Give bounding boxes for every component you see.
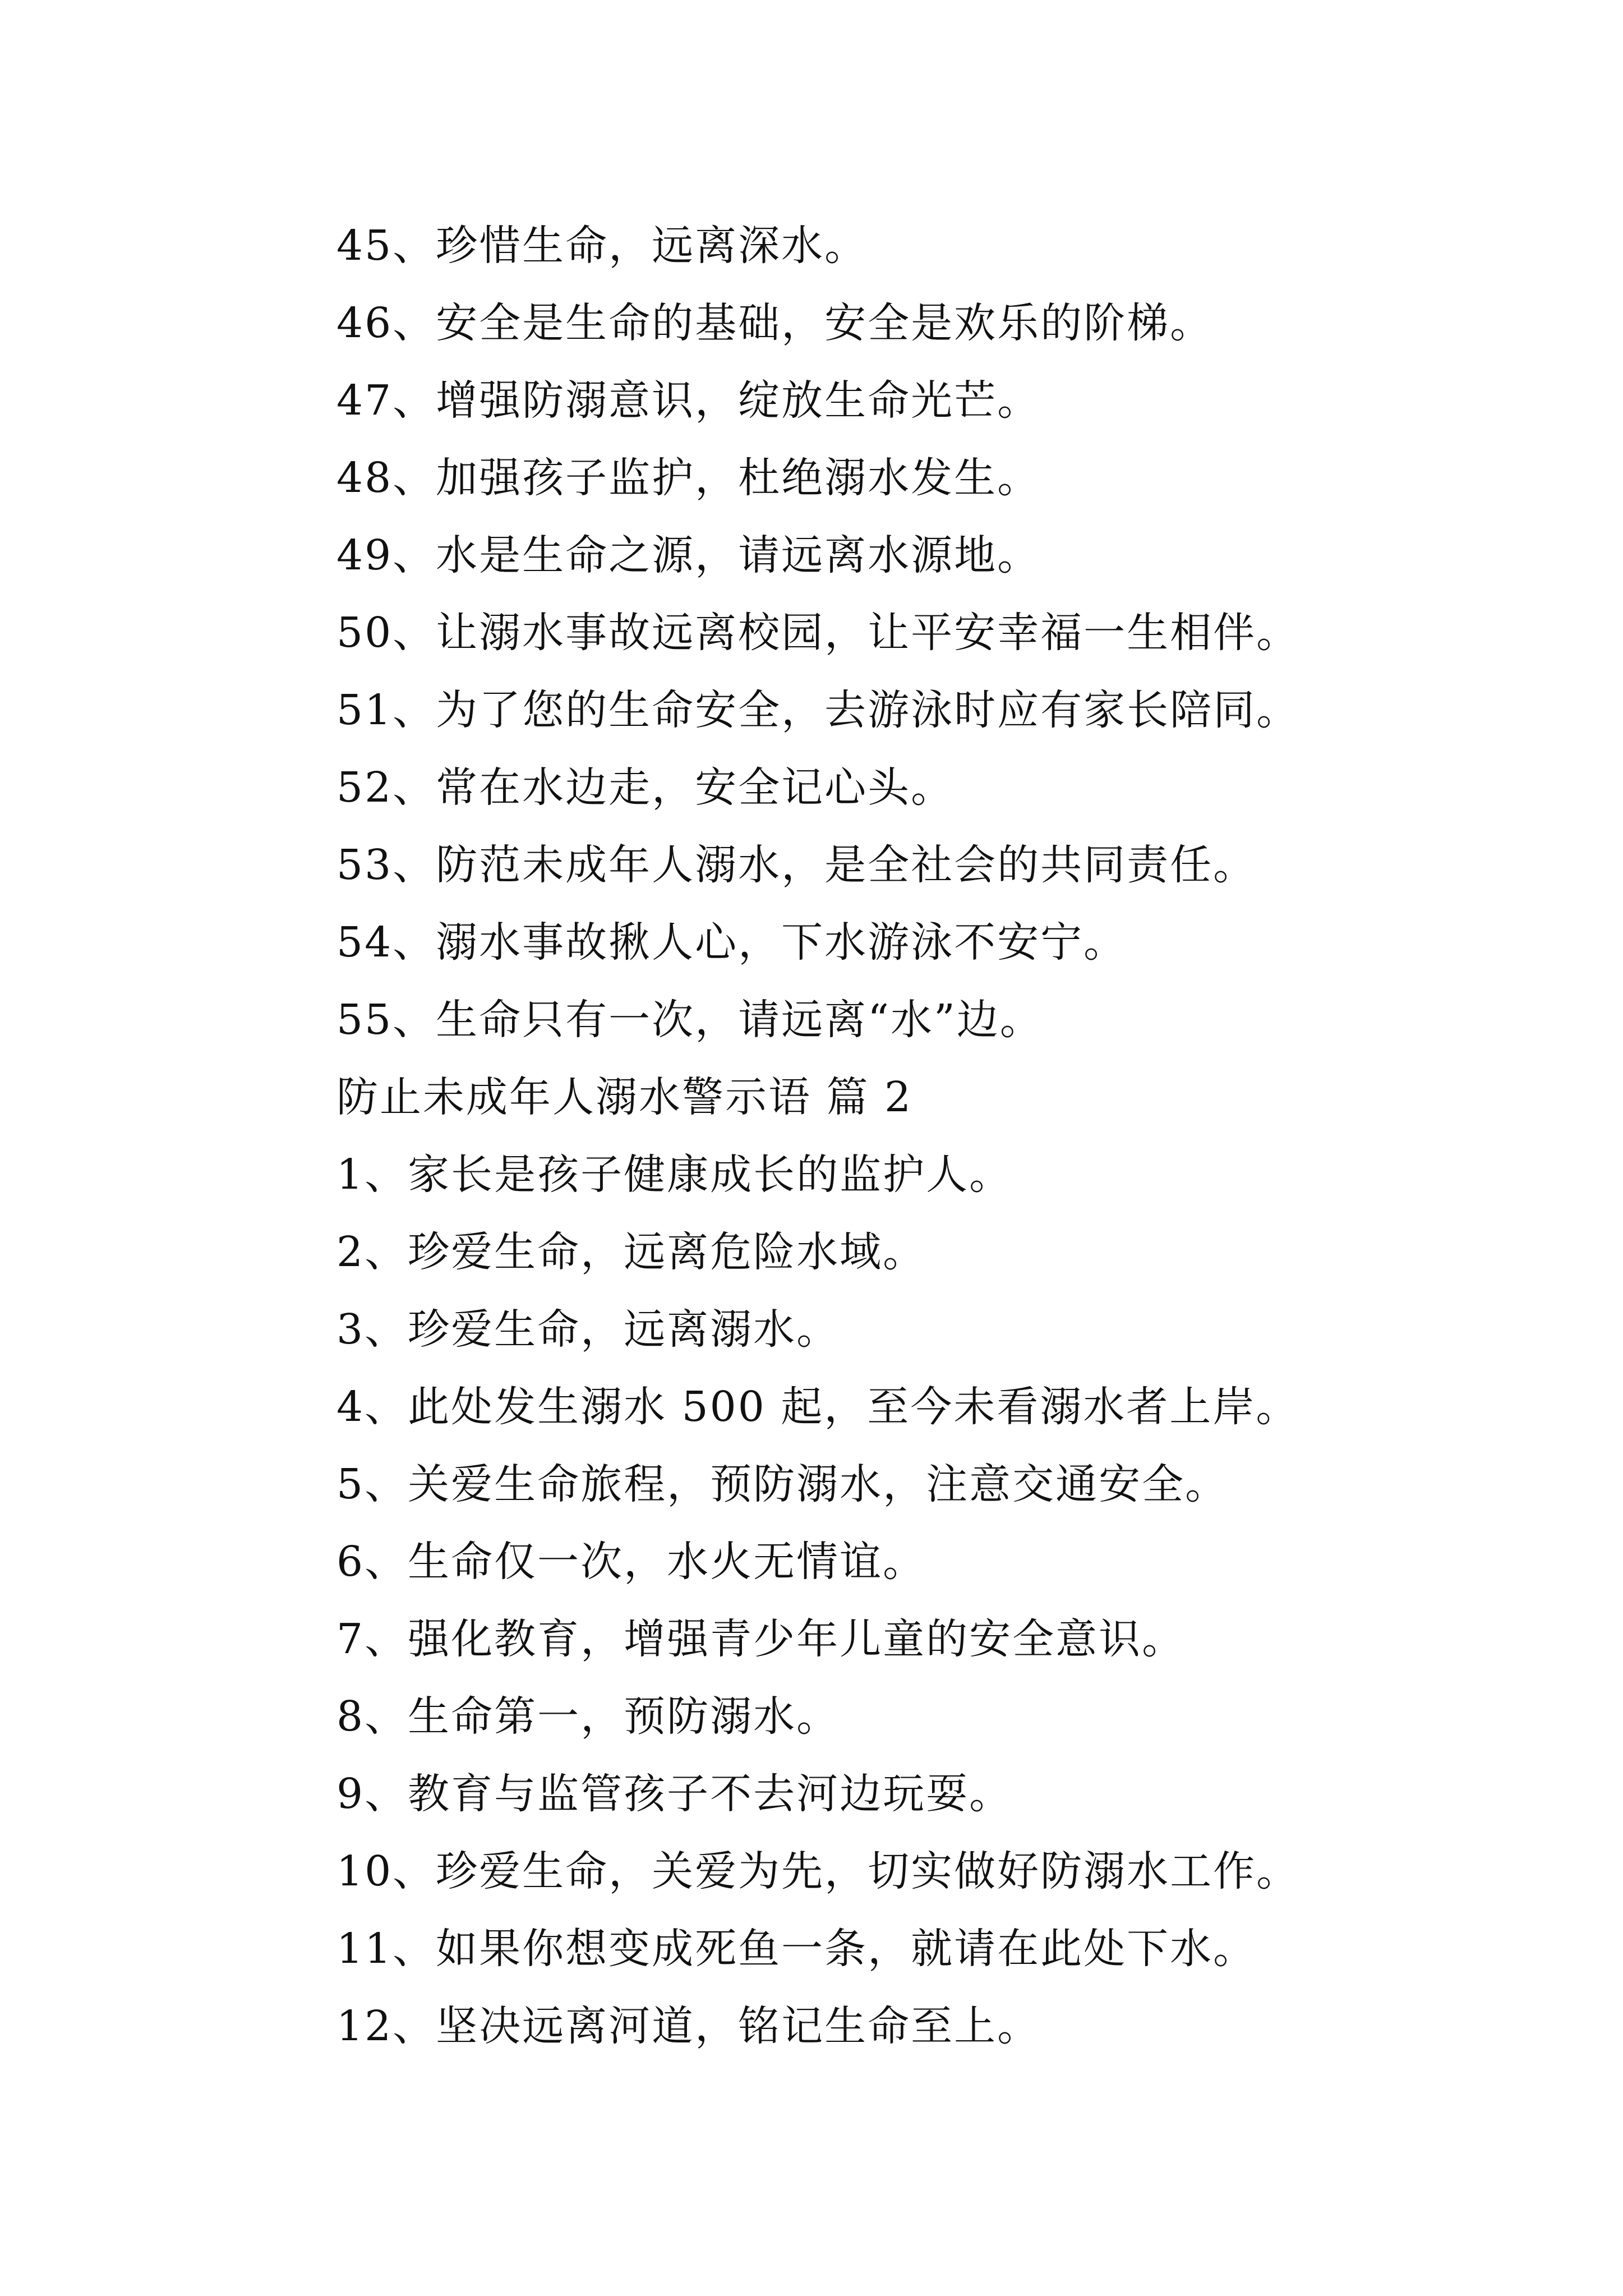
text-line: 2、珍爱生命，远离危险水域。 xyxy=(336,1228,926,1276)
text-line: 8、生命第一，预防溺水。 xyxy=(336,1692,840,1741)
text-lines xyxy=(336,212,1537,2070)
text-line: 7、强化教育，增强青少年儿童的安全意识。 xyxy=(336,1615,1186,1663)
text-line: 1、家长是孩子健康成长的监护人。 xyxy=(336,1151,1013,1199)
text-line: 49、水是生命之源，请远离水源地。 xyxy=(336,531,1041,579)
text-line: 6、生命仅一次，水火无情谊。 xyxy=(336,1538,926,1586)
text-line: 12、坚决远离河道，铭记生命至上。 xyxy=(336,2002,1041,2050)
section-heading: 防止未成年人溺水警示语 篇 2 xyxy=(336,1073,913,1121)
text-line: 46、安全是生命的基础，安全是欢乐的阶梯。 xyxy=(336,299,1214,347)
text-line: 3、珍爱生命，远离溺水。 xyxy=(336,1305,840,1354)
text-line: 4、此处发生溺水 500 起，至今未看溺水者上岸。 xyxy=(336,1383,1299,1431)
text-line: 45、珍惜生命，远离深水。 xyxy=(336,222,868,270)
text-line: 10、珍爱生命，关爱为先，切实做好防溺水工作。 xyxy=(336,1847,1300,1895)
text-line: 51、为了您的生命安全，去游泳时应有家长陪同。 xyxy=(336,686,1300,734)
text-line: 53、防范未成年人溺水，是全社会的共同责任。 xyxy=(336,841,1257,889)
text-line: 47、增强防溺意识，绽放生命光芒。 xyxy=(336,376,1041,425)
text-line: 50、让溺水事故远离校园，让平安幸福一生相伴。 xyxy=(336,609,1300,657)
text-line: 9、教育与监管孩子不去河边玩耍。 xyxy=(336,1770,1013,1818)
text-line: 54、溺水事故揪人心，下水游泳不安宁。 xyxy=(336,918,1127,967)
text-line: 52、常在水边走，安全记心头。 xyxy=(336,763,955,812)
text-line: 48、加强孩子监护，杜绝溺水发生。 xyxy=(336,454,1041,502)
text-line: 55、生命只有一次，请远离“水”边。 xyxy=(336,996,1043,1044)
text-line: 11、如果你想变成死鱼一条，就请在此处下水。 xyxy=(336,1925,1257,1973)
text-line: 5、关爱生命旅程，预防溺水，注意交通安全。 xyxy=(336,1460,1229,1508)
